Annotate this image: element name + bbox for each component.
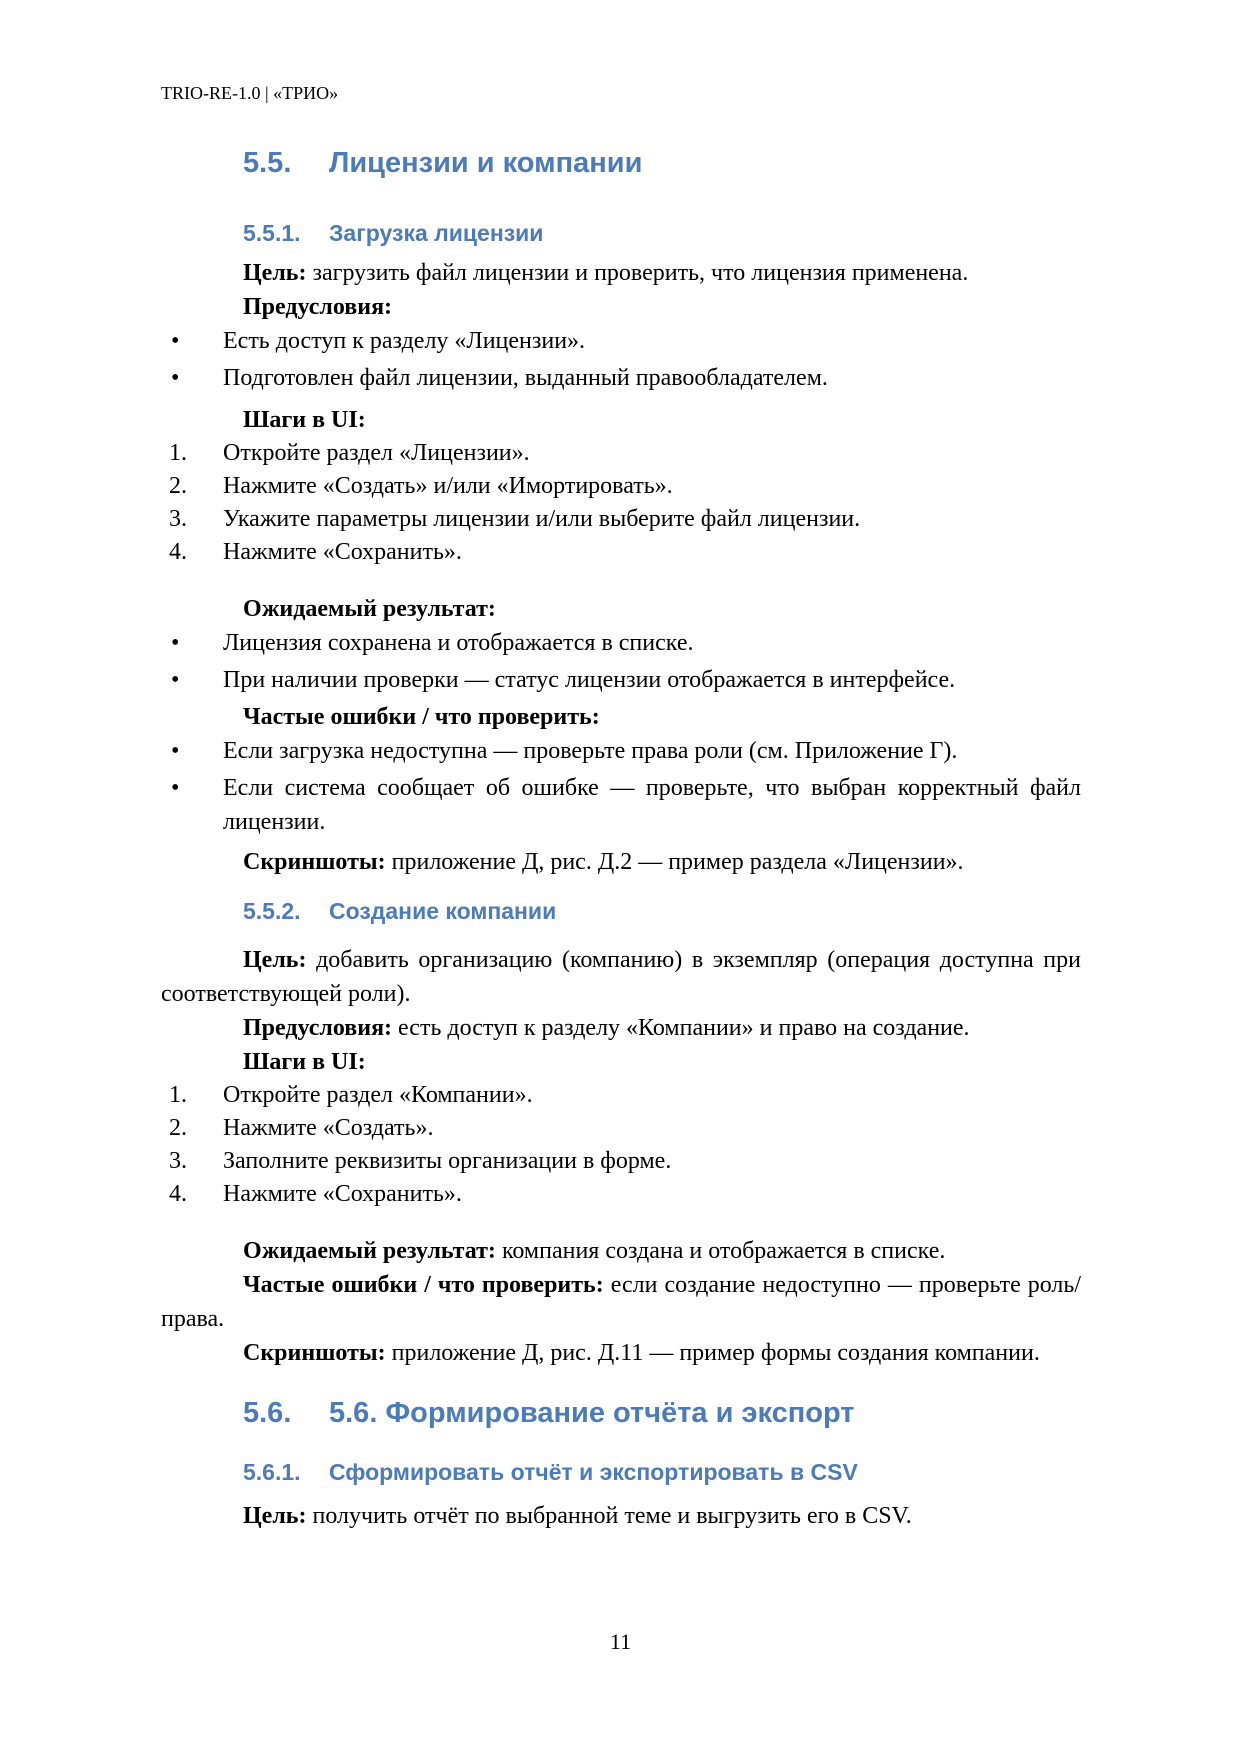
list-item: Нажмите «Создать».	[223, 1115, 434, 1141]
screenshots-paragraph	[161, 1336, 1081, 1370]
heading-title: 5.6. Формирование отчёта и экспорт	[329, 1397, 855, 1429]
heading-number: 5.5.	[243, 147, 292, 179]
goal-paragraph	[161, 943, 1081, 1011]
list-item: Нажмите «Сохранить».	[223, 1181, 462, 1207]
goal-text: загрузить файл лицензии и проверить, что лицензия применена.	[312, 260, 969, 286]
list-item: Укажите параметры лицензии и/или выберите файл лицензии.	[223, 506, 861, 532]
heading-number: 5.6.	[243, 1397, 292, 1429]
goal-paragraph	[161, 1499, 1081, 1533]
preconditions-label-paragraph	[161, 290, 1081, 324]
subsection-heading-5-6-1	[243, 1457, 1081, 1487]
errors-label: Частые ошибки / что проверить:	[243, 1272, 604, 1298]
list-item: • При наличии проверки — статус лицензии отображается в интерфейсе.	[161, 663, 1081, 697]
preconditions-label: Предусловия:	[243, 294, 393, 320]
section-heading-5-5	[243, 144, 1081, 182]
list-item: Откройте раздел «Компании».	[223, 1082, 533, 1108]
heading-title: Лицензии и компании	[329, 147, 643, 179]
steps-label: Шаги в UI:	[243, 407, 366, 433]
subsection-heading-5-5-2	[243, 896, 1081, 926]
heading-number: 5.5.2.	[243, 898, 301, 924]
result-paragraph	[161, 1234, 1081, 1268]
result-text: компания создана и отображается в списке.	[501, 1238, 946, 1264]
steps-label-paragraph	[161, 403, 1081, 437]
list-item: Нажмите «Сохранить».	[223, 539, 462, 565]
screenshots-paragraph	[161, 845, 1081, 879]
list-item: Нажмите «Создать» и/или «Имортировать».	[223, 473, 673, 499]
section-heading-5-6	[243, 1394, 1081, 1432]
result-label: Ожидаемый результат:	[243, 596, 496, 622]
errors-label-paragraph	[161, 700, 1081, 734]
screenshots-label: Скриншоты:	[243, 849, 386, 875]
heading-title: Сформировать отчёт и экспортировать в CSV	[329, 1459, 858, 1485]
goal-label: Цель:	[243, 1503, 307, 1529]
steps-label-paragraph	[161, 1045, 1081, 1079]
goal-paragraph	[161, 256, 1081, 290]
result-label-paragraph	[161, 592, 1081, 626]
errors-label: Частые ошибки / что проверить:	[243, 704, 600, 730]
list-item: Заполните реквизиты организации в форме.	[223, 1148, 672, 1174]
heading-title: Загрузка лицензии	[329, 220, 544, 246]
list-item: • Лицензия сохранена и отображается в списке.	[161, 626, 1081, 660]
screenshots-text: приложение Д, рис. Д.11 — пример формы создания компании.	[391, 1340, 1040, 1366]
preconditions-label: Предусловия:	[243, 1015, 393, 1041]
running-header: TRIO-RE-1.0 | «ТРИО»	[161, 83, 339, 103]
list-item: Откройте раздел «Лицензии».	[223, 440, 530, 466]
errors-paragraph	[161, 1268, 1081, 1336]
list-item: • Подготовлен файл лицензии, выданный правообладателем.	[161, 361, 1081, 395]
result-list	[161, 626, 1081, 697]
steps-list	[161, 1079, 1081, 1211]
goal-text: добавить организацию (компанию) в экземпляр (операция доступна при соответствующей роли).	[161, 947, 1081, 1007]
list-item: • Если система сообщает об ошибке — проверьте, что выбран корректный файл лицензии.	[161, 771, 1081, 839]
heading-number: 5.5.1.	[243, 220, 301, 246]
preconditions-list	[161, 324, 1081, 395]
goal-text: получить отчёт по выбранной теме и выгрузить его в CSV.	[312, 1503, 912, 1529]
errors-text: если создание недоступно — проверьте роль/права.	[161, 1272, 1082, 1332]
page-number: 11	[609, 1629, 632, 1654]
result-label: Ожидаемый результат:	[243, 1238, 496, 1264]
preconditions-paragraph	[161, 1011, 1081, 1045]
steps-label: Шаги в UI:	[243, 1049, 366, 1075]
goal-label: Цель:	[243, 947, 307, 973]
goal-label: Цель:	[243, 260, 307, 286]
steps-list	[161, 437, 1081, 569]
preconditions-text: есть доступ к разделу «Компании» и право на создание.	[398, 1015, 970, 1041]
heading-title: Создание компании	[329, 898, 557, 924]
subsection-heading-5-5-1	[243, 218, 1081, 248]
list-item: • Есть доступ к разделу «Лицензии».	[161, 324, 1081, 358]
errors-list	[161, 734, 1081, 839]
list-item: • Если загрузка недоступна — проверьте права роли (см. Приложение Г).	[161, 734, 1081, 768]
screenshots-label: Скриншоты:	[243, 1340, 386, 1366]
heading-number: 5.6.1.	[243, 1459, 301, 1485]
screenshots-text: приложение Д, рис. Д.2 — пример раздела «Лицензии».	[391, 849, 964, 875]
